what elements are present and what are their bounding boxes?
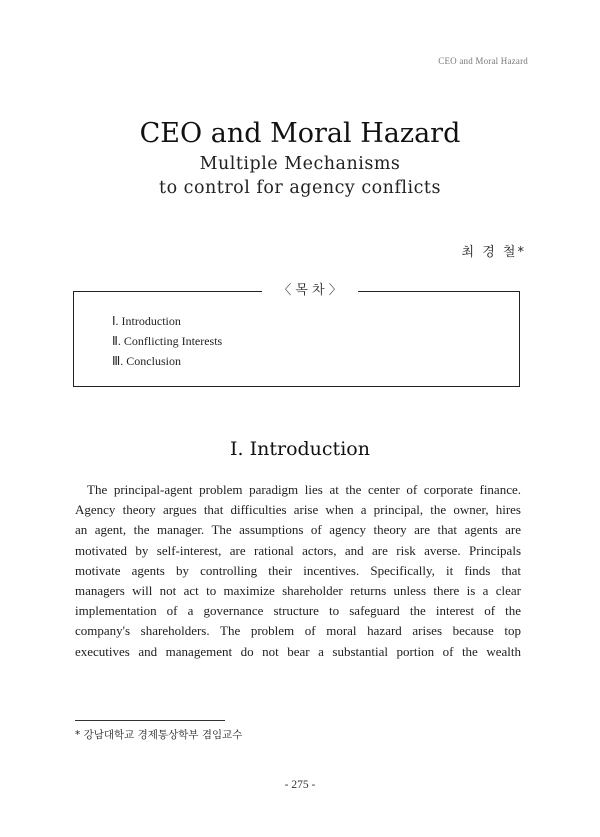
body-line: executives and management do not bear a substantial portion of the wealth [75,643,521,659]
body-line: motivated by self-interest, are rational actors, and are risk averse. Principals [75,542,521,558]
body-line: implementation of a governance structure to safeguard the interest of the [75,603,521,619]
subtitle-line-1: Multiple Mechanisms [199,154,401,174]
section-heading: Ⅰ. Introduction [230,438,370,460]
toc-list [112,311,222,371]
footnote: * 강남대학교 경제통상학부 겸임교수 [75,729,243,741]
toc-item-conflicting-interests: Ⅱ. Conflicting Interests [112,334,223,348]
toc-item-introduction: Ⅰ. Introduction [112,314,181,328]
running-head: CEO and Moral Hazard [438,56,528,66]
author-name: 최 경 철* [461,245,526,260]
body-line: motivate agents by controlling their incentives. Specifically, it finds that [75,562,521,578]
paper-title: CEO and Moral Hazard [139,118,461,149]
body-line: an agent, the manager. The assumptions of agency theory are that agents are [75,522,521,538]
toc-top-border-left [73,291,263,292]
body-line: Agency theory argues that difficulties arise when a principal, the owner, hires [75,502,521,518]
toc-heading: 〈 목 차 〉 [262,283,358,299]
body-line: managers will not act to maximize shareholder returns unless there is a clear [75,582,521,598]
subtitle-line-2: to control for agency conflicts [159,178,441,198]
page-number: - 275 - [284,779,316,791]
toc-top-border-right [338,291,520,292]
footnote-divider [75,720,225,721]
toc-item-conclusion: Ⅲ. Conclusion [112,354,181,368]
paper-subtitle [0,152,600,200]
body-line: company's shareholders. The problem of moral hazard arises because top [75,623,521,639]
body-paragraph [75,480,521,662]
body-line: The principal-agent problem paradigm lies at the center of corporate finance. [87,482,521,497]
